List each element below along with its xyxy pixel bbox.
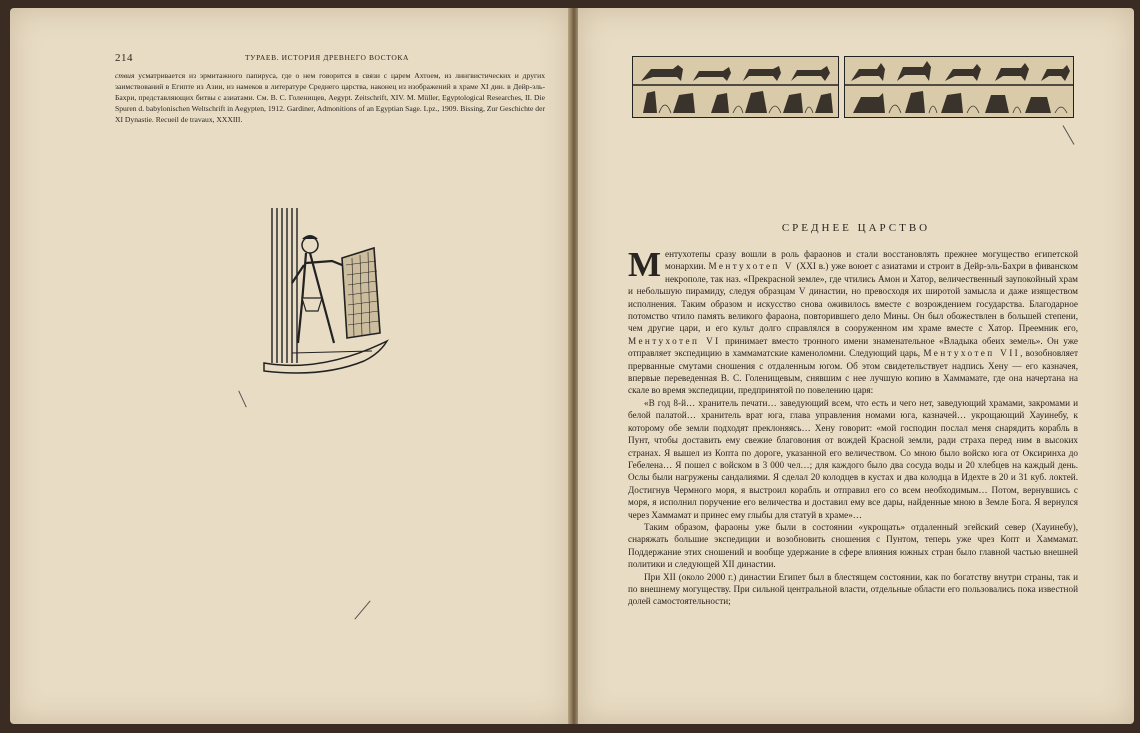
left-page — [10, 8, 570, 724]
relief-illustration-left — [632, 56, 839, 118]
pencil-mark — [238, 391, 247, 408]
body-text — [628, 245, 1078, 608]
page-number: 214 — [115, 52, 133, 64]
pencil-mark — [1063, 125, 1075, 145]
text-segment: принимает вместо тронного имени знаменательное «Владыка обеих земель». Он уже отправляет экспедицию в хаммаматские каменоломни. Следующий царь, — [628, 335, 1078, 359]
paragraph-3: При XII (около 2000 г.) династии Египет был в блестящем состоянии, как по богатству внутри страны, так и по внешнему могуществу. При сильной центральной власти, отдельные области его пользовались пока известной долей самостоятельности; — [628, 571, 1078, 607]
footnote-text: усматривается из эрмитажного папируса, где о нем говорится в связи с царем Ахтоем, из лингвистических и других заимствований в Египте из Азии, из намеков в литературе Среднего царства, наконец из изображений в храме XI дин. в Дейр-эль-Бахри, представляющих битвы с азиатами. См. В. С. Голенищев, Aegypt. Zeitschrift, XIV. M. Müller, Egyptological Researches, II. Die Spuren d. babylonischen Weltschrift in Aegypten, 1912. Gardiner, Admonitions of an Egyptian Sage. Lpz., 1909. Bissing, Zur Geschichte der XI Dynastie. Recueil de travaux, XXXIII. — [115, 71, 545, 124]
text-segment: ентухотепы сразу вошли в роль фараонов и стали восстановлять прежнее могущество египетской монархии. — [665, 249, 1078, 272]
tailpiece-illustration — [262, 203, 402, 378]
text-segment: (XXI в.) уже воюет с азиатами и строит в Дейр-эль-Бахри в фиванском некрополе, так наз. «Прекрасной земле», где чтились Амон и Хатор, величественный заупокойный храм и небольшую пирамиду, следуя образцам V династии, но превосходя их широтой замысла и даже изяществом исполнения. Таким образом и искусство снова оживилось вместе с возрождением государства. Благодарное потомство чтило память великого фараона, повторившего дело Мины. Он был обожествлен в большей степени, чем другие цари, и его культ долго справлялся в сооруженном им храме вместе с Хатор. Преемник его, — [628, 261, 1078, 334]
chapter-title: СРЕДНЕЕ ЦАРСТВО — [781, 222, 931, 234]
king-name: Ментухотеп VI — [628, 335, 721, 346]
text-segment: , возобновляет прерванные смутами сношения с отдаленным югом. Об этом свидетельствует надпись Хену — его казначея, впервые переведенная В. С. Голенищевым, снявшим с нее лучшую копию в Хаммамате, где она начертана на скале во время экспедиции, предпринятой по повелению царя: — [628, 348, 1078, 396]
drop-cap: М — [628, 245, 662, 284]
pencil-mark — [354, 600, 370, 619]
footnote — [115, 70, 545, 125]
king-name: Ментухотеп VII — [923, 348, 1021, 359]
paragraph-2: Таким образом, фараоны уже были в состоянии «укрощать» отдаленный эгейский север (Хауинебу), снаряжать большие экспедиции и возобновить сношения с Пунтом, теперь уже чрез Копт и Хаммамат. Поддержание этих сношений и вообще удержание в сфере влияния южных стран было главной частью внешней политики и следующей XII династии. — [628, 521, 1078, 570]
king-name: Ментухотеп V — [708, 261, 794, 272]
paragraph-1 — [628, 245, 1078, 397]
relief-illustration-right — [844, 56, 1074, 118]
running-head: ТУРАЕВ. ИСТОРИЯ ДРЕВНЕГО ВОСТОКА — [245, 53, 409, 62]
footnote-first-word: ствия — [115, 71, 135, 80]
right-page — [578, 8, 1134, 724]
quote-paragraph: «В год 8-й… хранитель печати… заведующий всем, что есть и чего нет, заведующий храмами, закромами и белой палатой… хранитель врат юга, глава управления номами юга, казначей… укрощающий Хауинебу, к которому обе земли подходят преклоняясь… Хену говорит: «мой господин послал меня снарядить корабль в Пунт, чтобы доставить ему свежие благовония от вождей Красной земли, ради страха перед ним в высоких странах. Я вышел из Копта по дороге, указанной его величеством. Со мною было войско юга от Оксиринха до Гебелена… Я пошел с войском в 3 000 чел…; для каждого было два сосуда воды и 20 хлебцев на каждый день. Ослы были нагружены сандалиями. Я сделал 20 колодцев в кустах и два колодца в Идехте в 20 и 31 куб. локтей. Достигнув Чермного моря, я выстроил корабль и отправил его со всем необходимым… Потом, вернувшись с моря, я исполнил поручение его величества и доставил ему все дары, найденные мною в Земле Бога. Я вернулся через Хаммамат и принес ему глыбы для статуй в храме»… — [628, 397, 1078, 520]
